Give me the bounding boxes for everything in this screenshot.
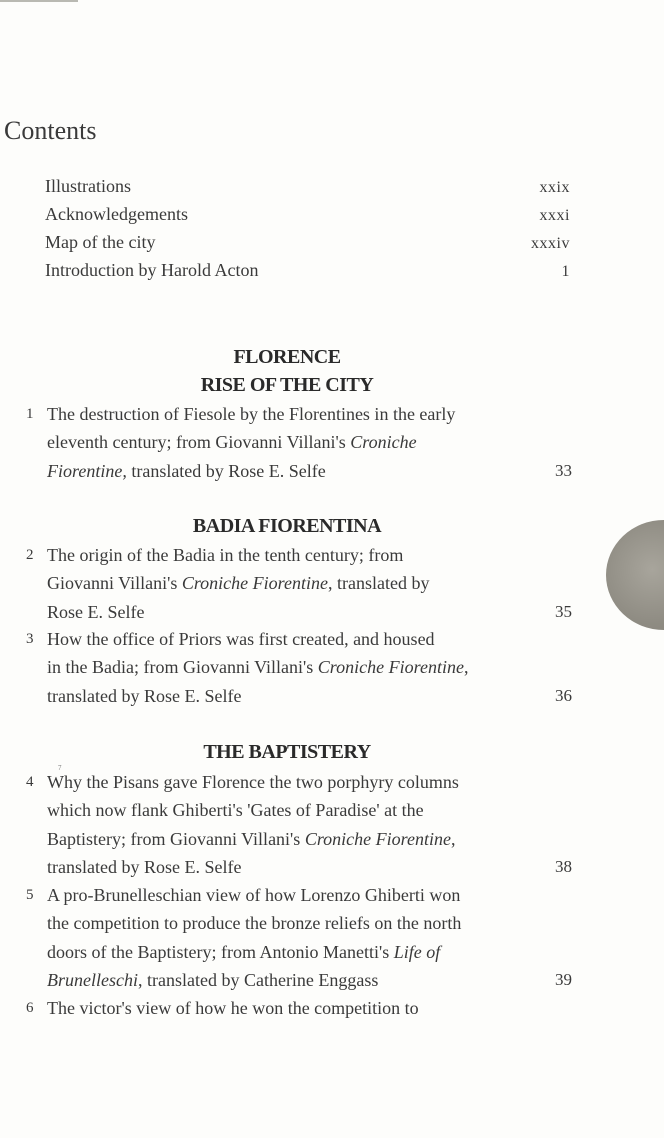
toc-label: Illustrations: [45, 176, 131, 196]
entry-text: the competition to produce the bronze reliefs on the north: [47, 913, 462, 934]
entry-text: , translated by Catherine Enggass: [137, 970, 379, 991]
toc-entry-2[interactable]: [24, 541, 572, 626]
entry-text: Giovanni Villani's: [47, 573, 182, 594]
toc-entry-6[interactable]: [24, 994, 572, 1022]
entry-text: The victor's view of how he won the competition to: [47, 998, 419, 1018]
toc-row-acknowledgements[interactable]: [45, 204, 570, 232]
toc-entry-4[interactable]: [24, 768, 572, 882]
section-heading-badia-fiorentina: BADIA FIORENTINA: [192, 515, 382, 537]
entry-text: doors of the Baptistery; from Antonio Manetti's: [47, 941, 394, 962]
front-matter-list: [45, 176, 570, 288]
entry-page-number: 33: [555, 460, 572, 480]
entry-title-italic: Croniche Fiorentine: [317, 657, 464, 678]
toc-page-number: xxxiv: [531, 235, 570, 252]
entry-number: 4: [26, 774, 34, 790]
entry-title-italic: Croniche Fiorentine: [304, 828, 451, 849]
entry-text: translated by Rose E. Selfe: [47, 685, 242, 706]
toc-entry-3[interactable]: [24, 625, 572, 710]
toc-page-number: xxix: [539, 179, 570, 196]
entry-text: Rose E. Selfe: [47, 601, 145, 622]
toc-label: Acknowledgements: [45, 204, 188, 224]
entry-page-number: 39: [555, 970, 572, 990]
section-heading-florence: FLORENCE: [233, 346, 341, 368]
entry-title-italic: Brunelleschi: [47, 970, 138, 991]
entry-title-italic: Fiorentine,: [47, 460, 127, 481]
entry-text: in the Badia; from Giovanni Villani's: [47, 657, 318, 678]
entry-number: 1: [26, 406, 34, 422]
print-speck: 7: [58, 764, 62, 772]
section-heading-the-baptistery: THE BAPTISTERY: [203, 741, 371, 763]
thumb-index-tab: [606, 520, 664, 630]
entry-title-italic: Croniche Fiorentine: [181, 573, 328, 594]
entry-page-number: 35: [555, 601, 572, 621]
entry-text: Why the Pisans gave Florence the two porphyry columns: [47, 772, 459, 792]
entry-text: eleventh century; from Giovanni Villani's: [47, 432, 351, 453]
entry-text: ,: [450, 828, 456, 849]
section-heading-rise-of-the-city: RISE OF THE CITY: [200, 374, 374, 396]
entry-text: translated by Rose E. Selfe: [47, 857, 242, 878]
toc-row-illustrations[interactable]: [45, 176, 570, 204]
entry-number: 5: [26, 887, 34, 903]
toc-entry-5[interactable]: [24, 881, 572, 995]
toc-row-introduction[interactable]: [45, 260, 570, 288]
entry-number: 2: [26, 547, 34, 563]
toc-page-number: xxxi: [539, 207, 570, 224]
entry-page-number: 38: [555, 857, 572, 877]
toc-entry-1[interactable]: [24, 400, 572, 485]
top-rule: [0, 0, 78, 2]
entry-number: 6: [26, 1000, 34, 1016]
entry-text: A pro-Brunelleschian view of how Lorenzo Ghiberti won: [47, 885, 461, 905]
entry-title-italic: Life of: [393, 941, 441, 962]
toc-row-map[interactable]: [45, 232, 570, 260]
entry-text: The origin of the Badia in the tenth century; from: [47, 545, 404, 565]
entry-text: translated by Rose E. Selfe: [126, 460, 326, 481]
entry-text: ,: [463, 657, 469, 678]
toc-label: Introduction by Harold Acton: [45, 260, 259, 280]
entry-text: How the office of Priors was first created, and housed: [47, 629, 435, 649]
entry-text: , translated by: [327, 573, 430, 594]
entry-text: Baptistery; from Giovanni Villani's: [47, 828, 305, 849]
entry-number: 3: [26, 631, 34, 647]
entry-title-italic: Croniche: [350, 432, 417, 453]
entry-text: which now flank Ghiberti's 'Gates of Paradise' at the: [47, 800, 424, 821]
page-title: Contents: [4, 116, 97, 145]
toc-page-number: 1: [561, 263, 570, 280]
toc-label: Map of the city: [45, 232, 156, 252]
entry-text: The destruction of Fiesole by the Florentines in the early: [47, 404, 456, 424]
entry-page-number: 36: [555, 685, 572, 705]
